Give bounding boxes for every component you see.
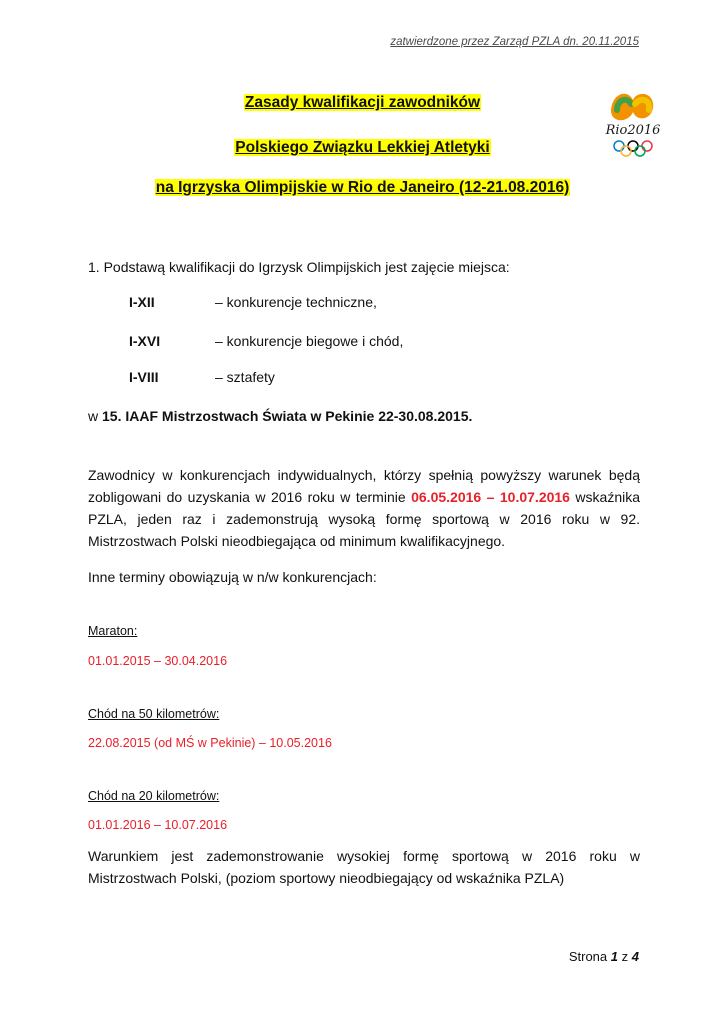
championship-line: w 15. IAAF Mistrzostwach Świata w Pekinie 22-30.08.2015.: [88, 408, 473, 424]
event-dates-walk-20km: 01.01.2016 – 10.07.2016: [88, 818, 228, 832]
event-dates-walk-50km: 22.08.2015 (od MŚ w Pekinie) – 10.05.2016: [88, 736, 332, 750]
logo-text: Rio2016: [605, 123, 661, 138]
place-code-2: I-XVI: [129, 333, 161, 349]
place-code-3: I-VIII: [129, 369, 159, 385]
place-code-1: I-XII: [129, 294, 155, 310]
title-line-3: na Igrzyska Olimpijskie w Rio de Janeiro (12-21.08.2016): [155, 179, 570, 196]
event-name-marathon: Maraton:: [88, 624, 138, 638]
title-line-1: Zasady kwalifikacji zawodników: [244, 94, 481, 111]
closing-paragraph: Warunkiem jest zademonstrowanie wysokiej formę sportową w 2016 roku w Mistrzostwach Polski, (poziom sportowy nieodbiegający od wskaźnika PZLA): [88, 848, 640, 886]
page-footer: Strona 1 z 4: [568, 949, 639, 964]
event-dates-marathon: 01.01.2015 – 30.04.2016: [88, 654, 228, 668]
place-desc-3: – sztafety: [215, 369, 275, 385]
place-desc-1: – konkurencje techniczne,: [215, 294, 377, 310]
event-name-walk-50km: Chód na 50 kilometrów:: [88, 707, 220, 721]
qualification-intro: 1. Podstawą kwalifikacji do Igrzysk Olimpijskich jest zajęcie miejsca:: [88, 259, 510, 275]
title-line-2: Polskiego Związku Lekkiej Atletyki: [235, 139, 490, 156]
place-desc-2: – konkurencje biegowe i chód,: [215, 333, 404, 349]
event-name-walk-20km: Chód na 20 kilometrów:: [88, 789, 220, 803]
individual-requirement-paragraph: Zawodnicy w konkurencjach indywidualnych, którzy spełnią powyższy warunek będą zobligowani do uzyskania w 2016 roku w terminie 06.05.2016 – 10.07.2016 wskaźnika PZLA, jeden raz i zademonstrują wysoką formę sportową w 2016 roku w 92. Mistrzostwach Polski nieodbiegająca od minimum kwalifikacyjnego.: [88, 467, 641, 549]
approval-note: zatwierdzone przez Zarząd PZLA dn. 20.11.2015: [390, 36, 639, 48]
other-terms-line: Inne terminy obowiązują w n/w konkurencjach:: [88, 569, 377, 585]
